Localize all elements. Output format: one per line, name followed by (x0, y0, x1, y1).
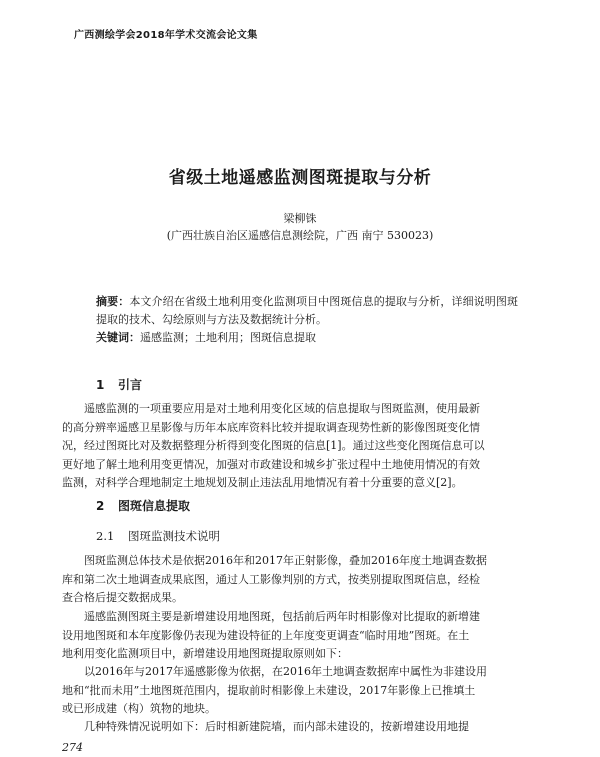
paragraph-technique (62, 552, 548, 608)
section-title: 引言 (118, 378, 143, 392)
abstract-text: 本文介绍在省级土地利用变化监测项目中图斑信息的提取与分析，详细说明图斑提取的技术、勾绘原则与方法及数据统计分析。 (96, 295, 519, 326)
paragraph-criteria (62, 663, 548, 719)
subsection-title: 图斑监测技术说明 (128, 529, 220, 543)
paragraph-special-cases (62, 718, 548, 737)
section-heading-2 (96, 497, 190, 514)
text-line: 或已形成建（构）筑物的地块。 (62, 702, 216, 715)
text-line: 几种特殊情况说明如下：后时相新建院墙，而内部未建设的，按新增建设用地提 (84, 720, 469, 733)
running-header: 广西测绘学会2018年学术交流会论文集 (74, 30, 258, 41)
intro-paragraph (62, 400, 548, 493)
author: 梁柳铢 (283, 212, 317, 225)
keywords-label: 关键词： (96, 331, 140, 344)
affiliation: (广西壮族自治区遥感信息测绘院，广西 南宁 530023) (166, 229, 434, 242)
subsection-heading-2-1 (96, 528, 220, 544)
text-line: 的高分辨率遥感卫星影像与历年本底库资料比较并提取调查现势性新的影像图斑变化情 (62, 420, 480, 434)
text-line: 地利用变化监测项目中，新增建设用地图斑提取原则如下： (62, 647, 348, 660)
section-title: 图斑信息提取 (118, 499, 191, 513)
abstract (96, 293, 518, 328)
text-line: 库和第二次土地调查成果底图，通过人工影像判别的方式，按类别提取图斑信息，经检 (62, 572, 480, 586)
text-line: 图斑监测总体技术是依据2016年和2017年正射影像，叠加2016年度土地调查数据 (84, 554, 487, 567)
abstract-label: 摘要： (96, 295, 130, 308)
text-line: 况，经过图斑比对及数据整理分析得到变化图斑的信息[1]。通过这些变化图斑信息可以 (62, 439, 485, 452)
section-number: 1 (96, 378, 105, 392)
section-heading-1 (96, 376, 142, 393)
section-number: 2 (96, 499, 105, 513)
text-line: 遥感监测的一项重要应用是对土地利用变化区域的信息提取与图斑监测，使用最新 (84, 402, 480, 415)
text-line: 地和“批而未用”土地图斑范围内，提取前时相影像上未建设，2017年影像上已推填土 (62, 683, 476, 697)
text-line: 更好地了解土地利用变更情况，加强对市政建设和城乡扩张过程中土地使用情况的有效 (62, 457, 480, 471)
text-line: 查合格后提交数据成果。 (62, 591, 183, 604)
keywords (96, 329, 518, 347)
paragraph-principles (62, 608, 548, 664)
subsection-number: 2.1 (96, 529, 115, 543)
text-line: 以2016年与2017年遥感影像为依据，在2016年土地调查数据库中属性为非建设用 (84, 665, 487, 678)
paper-title: 省级土地遥感监测图斑提取与分析 (168, 168, 432, 188)
text-line: 遥感监测图斑主要是新增建设用地图斑，包括前后两年时相影像对比提取的新增建 (84, 610, 480, 623)
keywords-text: 遥感监测；土地利用；图斑信息提取 (140, 331, 316, 344)
text-line: 设用地图斑和本年度影像仍表现为建设特征的上年度变更调查“临时用地”图斑。在土 (62, 628, 470, 642)
page-number: 274 (62, 741, 83, 754)
text-line: 监测，对科学合理地制定土地规划及制止违法乱用地情况有着十分重要的意义[2]。 (62, 476, 463, 489)
